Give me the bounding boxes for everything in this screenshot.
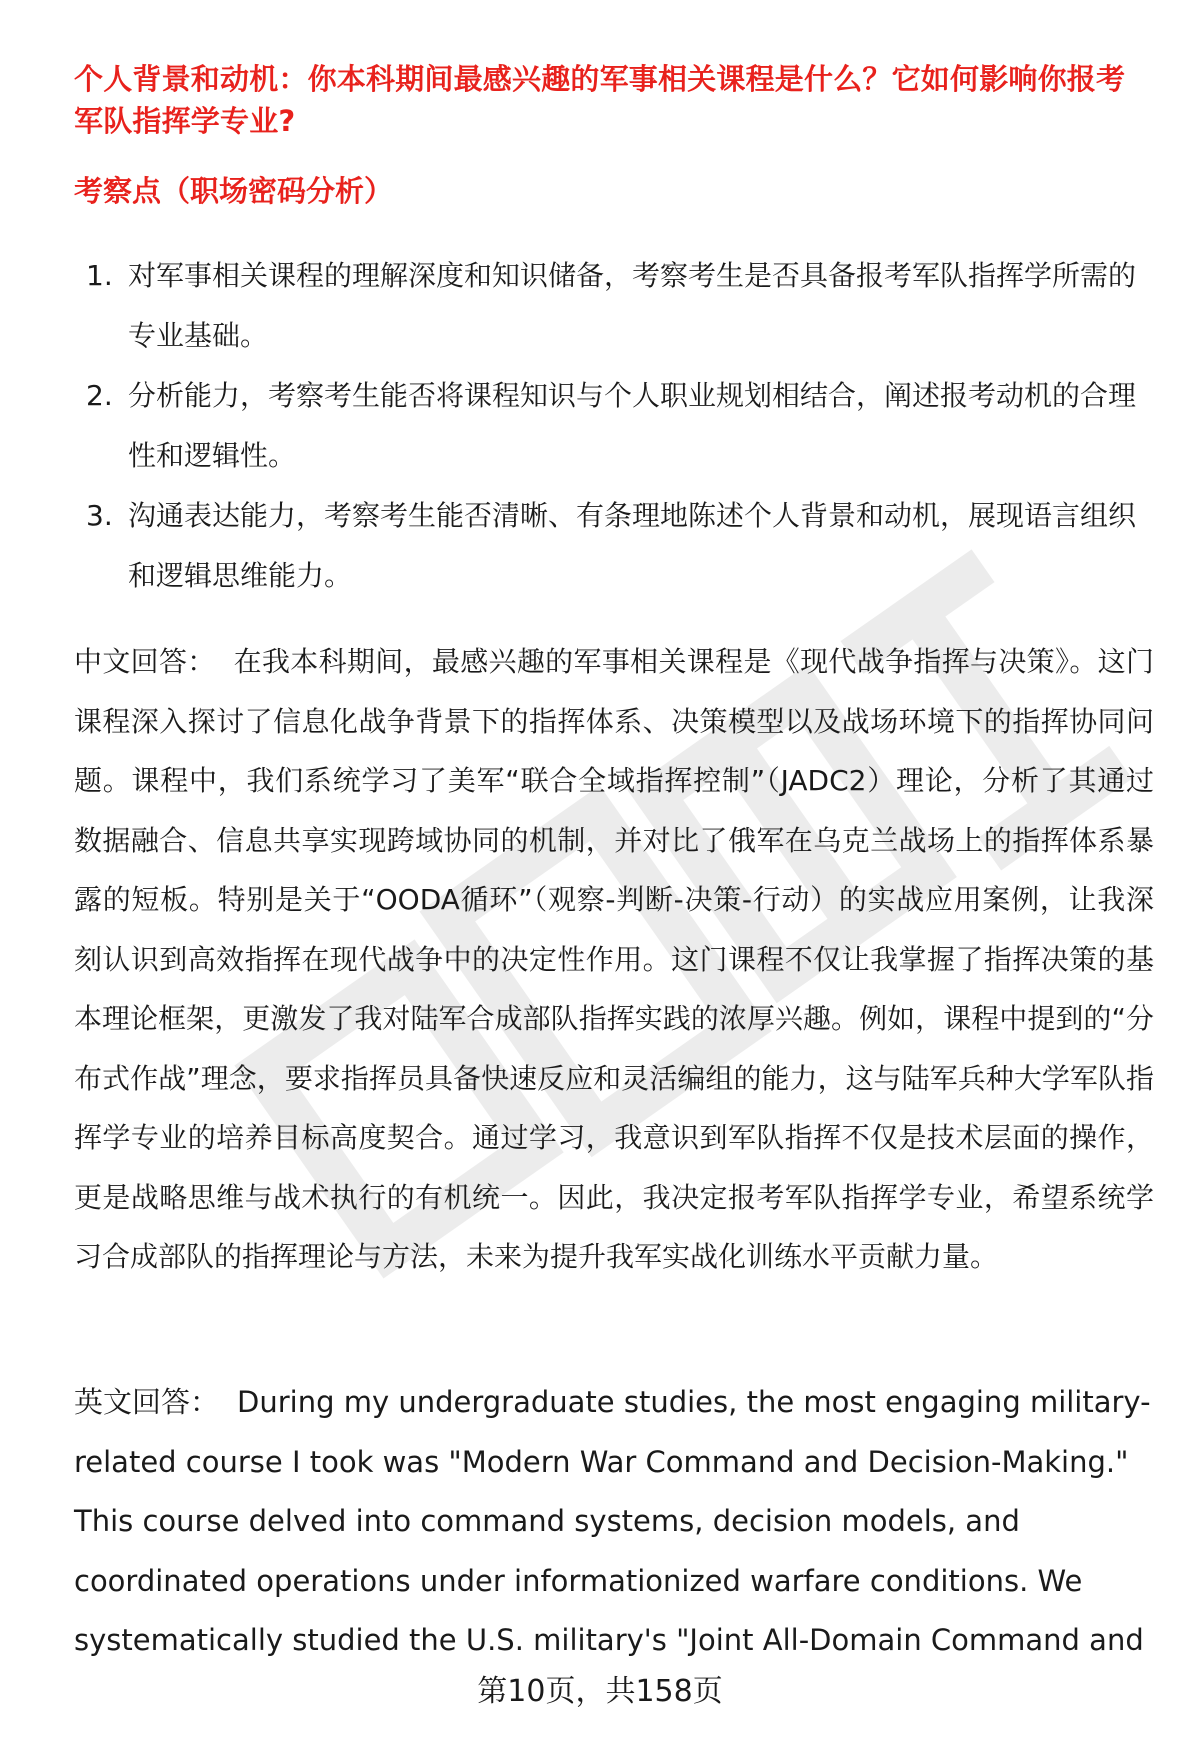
chinese-answer-text: 在我本科期间，最感兴趣的军事相关课程是《现代战争指挥与决策》。这门课程深入探讨了信息化战争背景下的指挥体系、决策模型以及战场环境下的指挥协同问题。课程中，我们系统学习了美军“联合全域指挥控制”（JADC2）理论，分析了其通过数据融合、信息共享实现跨域协同的机制，并对比了俄军在乌克兰战场上的指挥体系暴露的短板。特别是关于“OODA循环”（观察-判断-决策-行动）的实战应用案例，让我深刻认识到高效指挥在现代战争中的决定性作用。这门课程不仅让我掌握了指挥决策的基本理论框架，更激发了我对陆军合成部队指挥实践的浓厚兴趣。例如，课程中提到的“分布式作战”理念，要求指挥员具备快速反应和灵活编组的能力，这与陆军兵种大学军队指挥学专业的培养目标高度契合。通过学习，我意识到军队指挥不仅是技术层面的操作，更是战略思维与战术执行的有机统一。因此，我决定报考军队指挥学专业，希望系统学习合成部队的指挥理论与方法，未来为提升我军实战化训练水平贡献力量。 xyxy=(74,645,1154,1273)
page-number-footer: 第10页，共158页 xyxy=(477,1674,723,1709)
english-answer-text: During my undergraduate studies, the most engaging military-related course I took was "Modern War Command and Decision-Making." This course delved into command systems, decision models, and coordinated operations under informationized warfare conditions. We systematically studied the U.S. military's "Joint All-Domain Command and xyxy=(74,1385,1151,1657)
list-item-text: 沟通表达能力，考察考生能否清晰、有条理地陈述个人背景和动机，展现语言组织和逻辑思维能力。 xyxy=(128,499,1137,592)
list-item-text: 分析能力，考察考生能否将课程知识与个人职业规划相结合，阐述报考动机的合理性和逻辑性。 xyxy=(128,379,1137,472)
english-answer xyxy=(74,1373,1154,1671)
list-item xyxy=(74,246,1150,366)
list-number: 2. xyxy=(86,379,113,412)
list-number: 3. xyxy=(86,499,113,532)
list-item xyxy=(74,366,1150,486)
english-answer-label: 英文回答： xyxy=(74,1385,220,1419)
list-number: 1. xyxy=(86,259,113,292)
chinese-answer xyxy=(74,632,1154,1287)
chinese-answer-label: 中文回答： xyxy=(74,645,216,678)
list-item-text: 对军事相关课程的理解深度和知识储备，考察考生是否具备报考军队指挥学所需的专业基础。 xyxy=(128,259,1137,352)
list-item xyxy=(74,486,1150,606)
assessment-points-list xyxy=(74,246,1150,606)
section-title: 考察点（职场密码分析） xyxy=(74,174,394,208)
question-heading: 个人背景和动机：你本科期间最感兴趣的军事相关课程是什么？它如何影响你报考军队指挥学专业? xyxy=(74,62,1126,138)
